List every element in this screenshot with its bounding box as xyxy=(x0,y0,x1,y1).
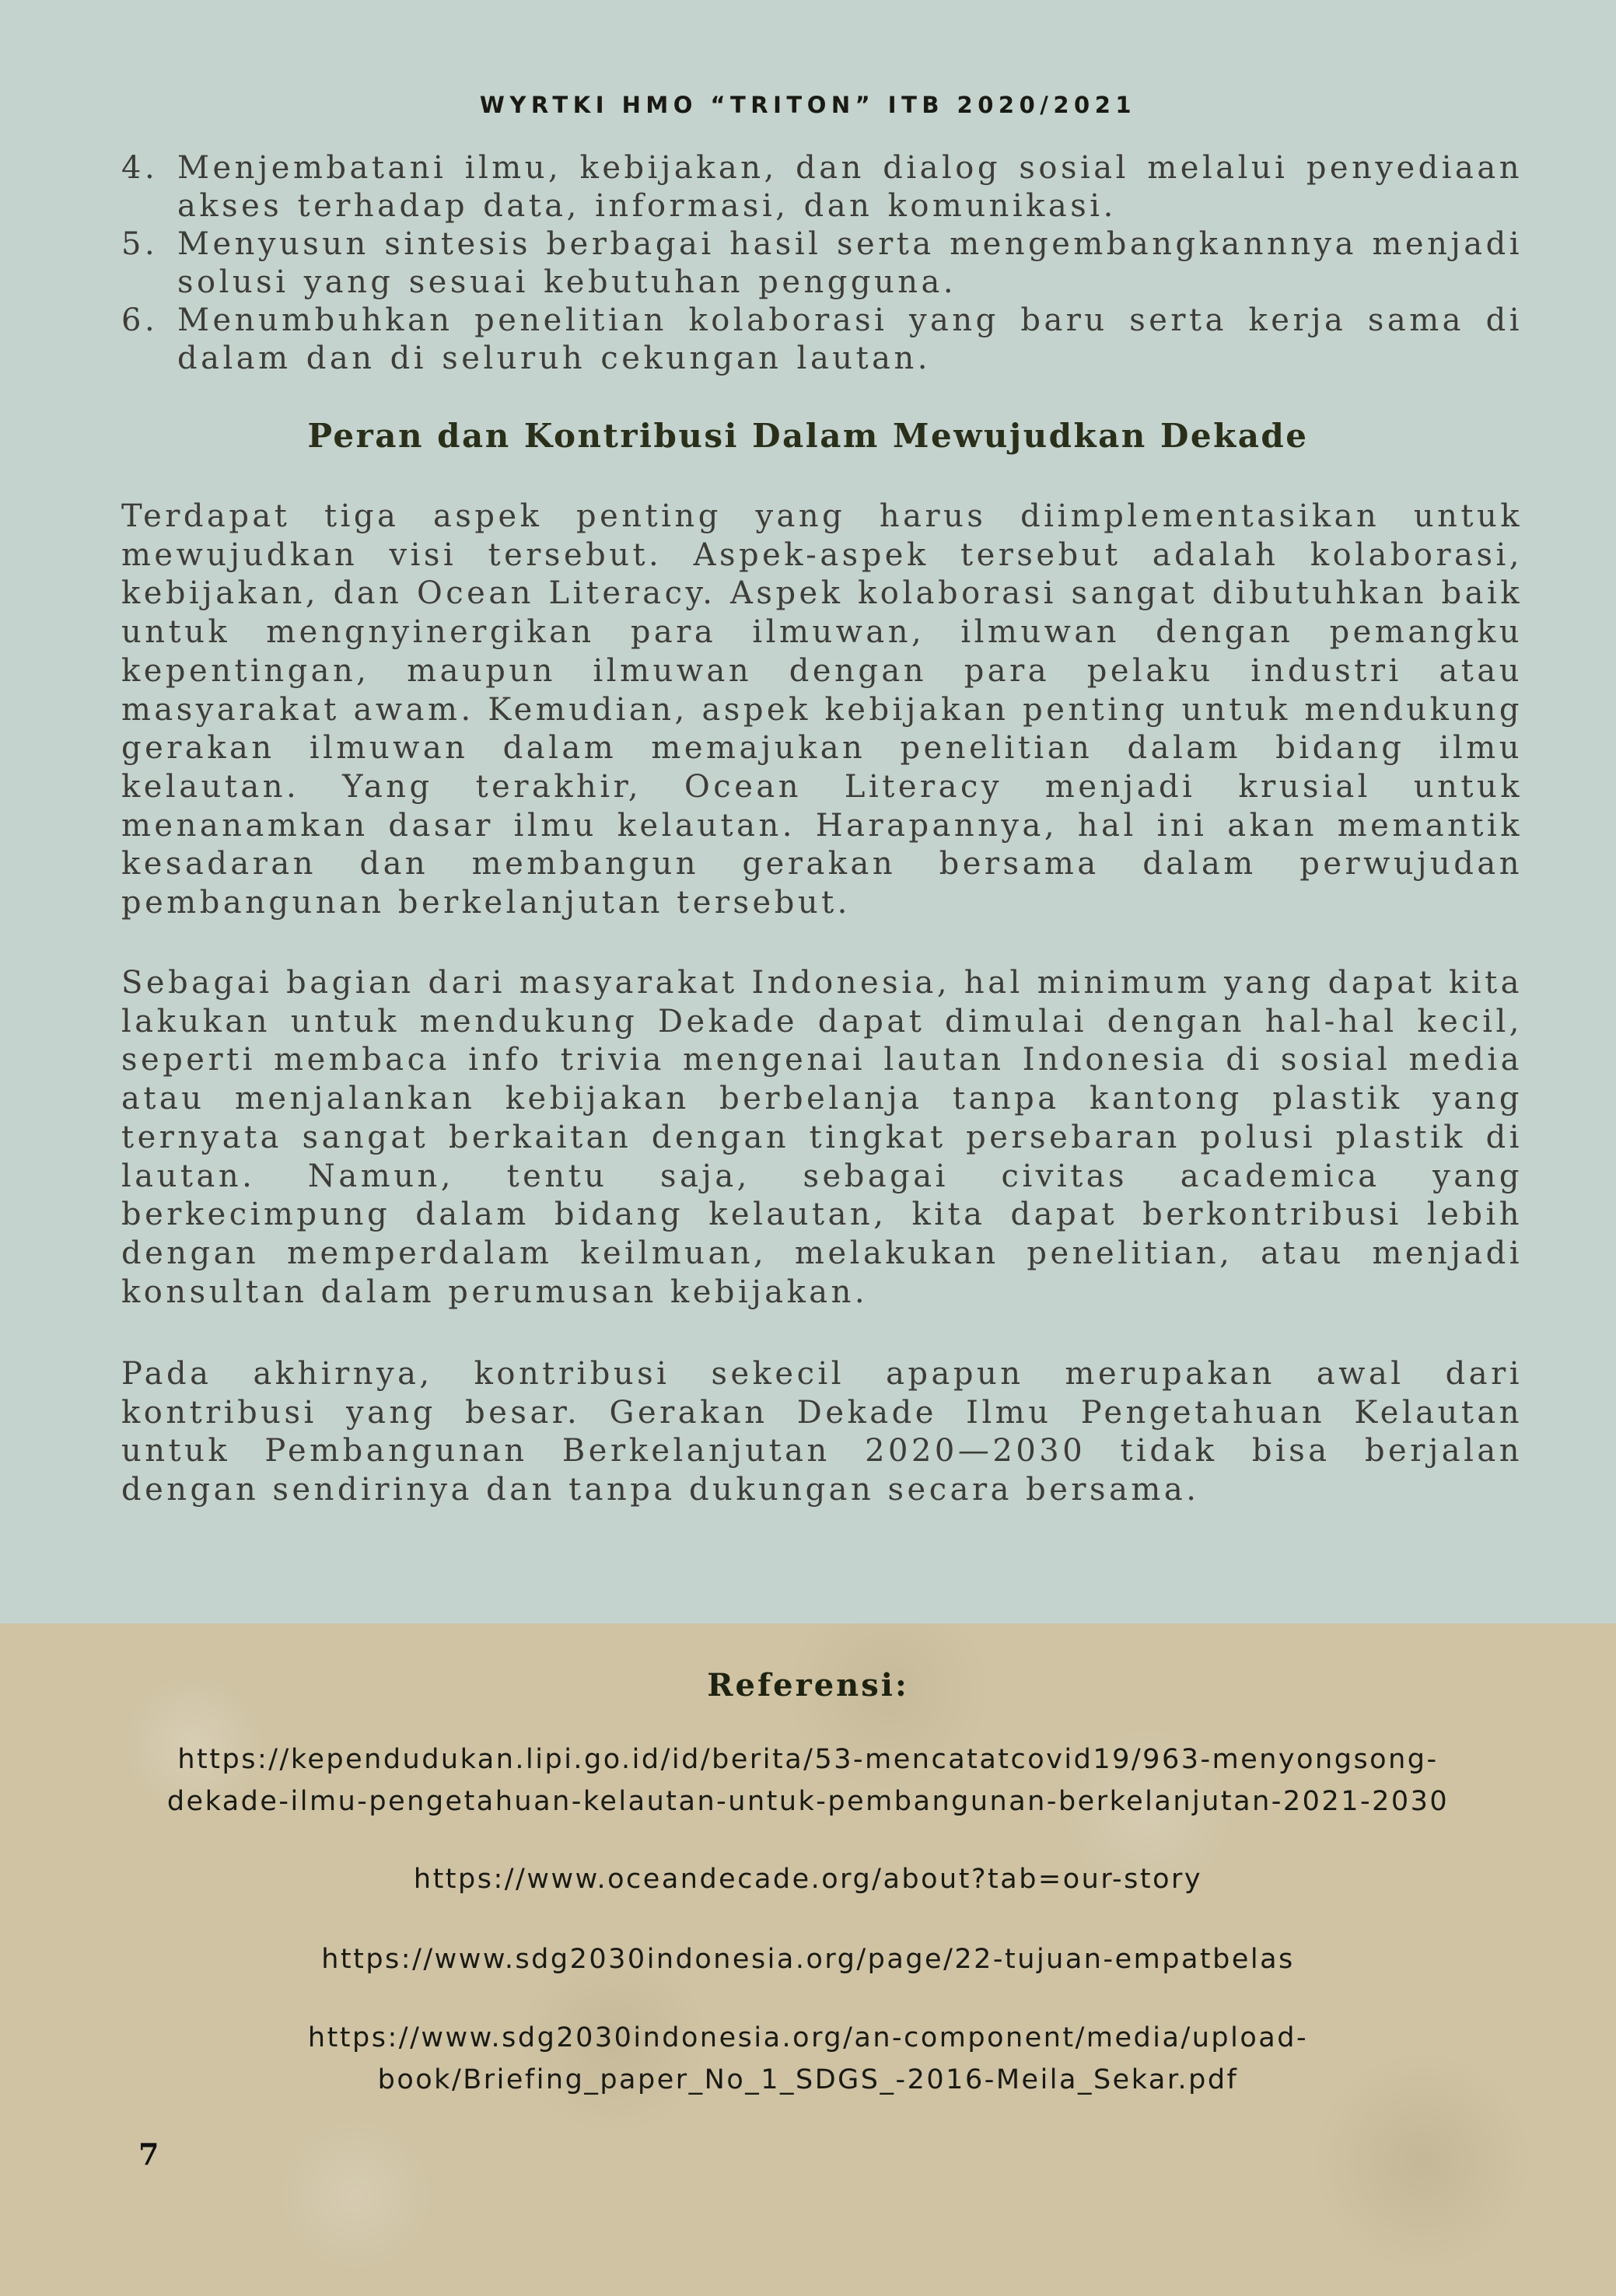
running-header: WYRTKI HMO “TRITON” ITB 2020/2021 xyxy=(479,92,1137,118)
references-title: Referensi: xyxy=(707,1667,909,1704)
list-item xyxy=(121,225,1523,302)
list-item-text: Menyusun sintesis berbagai hasil serta mengembangkannnya menjadi solusi yang sesuai kebutuhan pengguna. xyxy=(177,226,1523,300)
list-item xyxy=(121,302,1523,378)
list-item-text: Menjembatani ilmu, kebijakan, dan dialog sosial melalui penyediaan akses terhadap data, informasi, dan komunikasi. xyxy=(177,150,1523,224)
objectives-list xyxy=(121,149,1523,378)
list-item-number: 4. xyxy=(121,150,159,186)
list-item-number: 6. xyxy=(121,302,159,338)
list-item xyxy=(121,149,1523,225)
section-title: Peran dan Kontribusi Dalam Mewujudkan Dekade xyxy=(307,417,1309,455)
list-item-text: Menumbuhkan penelitian kolaborasi yang baru serta kerja sama di dalam dan di seluruh cekungan lautan. xyxy=(177,302,1523,376)
reference-link: https://www.sdg2030indonesia.org/an-component/media/upload-book/Briefing_paper_No_1_SDGS_-2016-Meila_Sekar.pdf xyxy=(307,2022,1309,2095)
body-paragraph: Sebagai bagian dari masyarakat Indonesia, hal minimum yang dapat kita lakukan untuk mendukung Dekade dapat dimulai dengan hal-hal kecil, seperti membaca info trivia mengenai lautan Indonesia di sosial media atau menjalankan kebijakan berbelanja tanpa kantong plastik yang ternyata sangat berkaitan dengan tingkat persebaran polusi plastik di lautan. Namun, tentu saja, sebagai civitas academica yang berkecimpung dalam bidang kelautan, kita dapat berkontribusi lebih dengan memperdalam keilmuan, melakukan penelitian, atau menjadi konsultan dalam perumusan kebijakan. xyxy=(121,965,1523,1310)
body-paragraph: Terdapat tiga aspek penting yang harus diimplementasikan untuk mewujudkan visi tersebut. Aspek-aspek tersebut adalah kolaborasi, kebijakan, dan Ocean Literacy. Aspek kolaborasi sangat dibutuhkan baik untuk mengnyinergikan para ilmuwan, ilmuwan dengan pemangku kepentingan, maupun ilmuwan dengan para pelaku industri atau masyarakat awam. Kemudian, aspek kebijakan penting untuk mendukung gerakan ilmuwan dalam memajukan penelitian dalam bidang ilmu kelautan. Yang terakhir, Ocean Literacy menjadi krusial untuk menanamkan dasar ilmu kelautan. Harapannya, hal ini akan memantik kesadaran dan membangun gerakan bersama dalam perwujudan pembangunan berkelanjutan tersebut. xyxy=(121,498,1523,921)
reference-link: https://www.sdg2030indonesia.org/page/22-tujuan-empatbelas xyxy=(321,1944,1295,1975)
reference-link: https://kependudukan.lipi.go.id/id/berita/53-mencatatcovid19/963-menyongsong-dekade-ilmu-pengetahuan-kelautan-untuk-pembangunan-berkelanjutan-2021-2030 xyxy=(166,1744,1450,1817)
reference-link: https://www.oceandecade.org/about?tab=our-story xyxy=(413,1864,1203,1895)
body-paragraph: Pada akhirnya, kontribusi sekecil apapun merupakan awal dari kontribusi yang besar. Gerakan Dekade Ilmu Pengetahuan Kelautan untuk Pembangunan Berkelanjutan 2020—2030 tidak bisa berjalan dengan sendirinya dan tanpa dukungan secara bersama. xyxy=(121,1356,1523,1508)
page-number: 7 xyxy=(138,2137,159,2172)
list-item-number: 5. xyxy=(121,226,159,262)
